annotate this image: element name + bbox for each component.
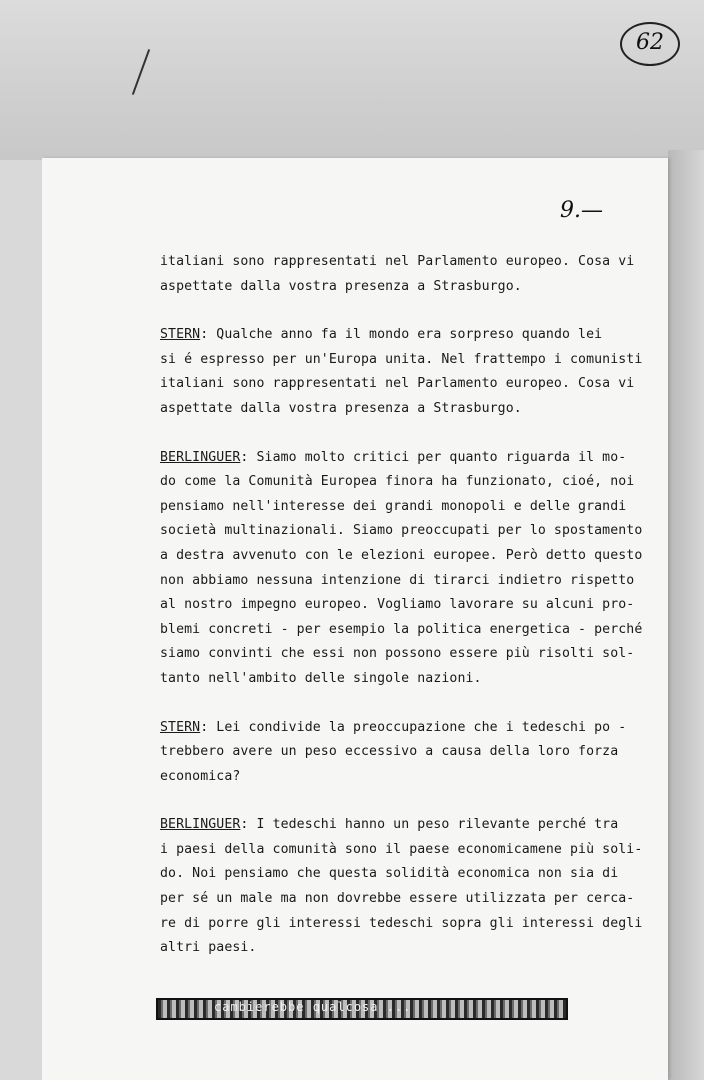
line-text: : Lei condivide la preoccupazione che i tedeschi po - <box>200 719 627 735</box>
line-text: do come la Comunità Europea finora ha funzionato, cioé, noi <box>160 474 635 490</box>
footer-strip-text: cambierebbe qualcosa ... <box>214 1000 412 1014</box>
line-text: società multinazionali. Siamo preoccupati per lo spostamento <box>160 523 643 539</box>
page-edge <box>668 150 704 1080</box>
text-line <box>160 618 643 643</box>
line-text: pensiamo nell'interesse dei grandi monopoli e delle grandi <box>160 498 627 514</box>
line-text: : Qualche anno fa il mondo era sorpreso quando lei <box>200 327 603 343</box>
text-line <box>160 323 620 348</box>
line-text: siamo convinti che essi non possono essere più risolti sol- <box>160 646 635 662</box>
line-text: economica? <box>160 768 241 784</box>
line-text: italiani sono rappresentati nel Parlamento europeo. Cosa vi <box>160 376 635 392</box>
text-line <box>160 862 620 887</box>
speaker-name: BERLINGUER <box>160 449 241 465</box>
line-text: al nostro impegno europeo. Vogliamo lavorare su alcuni pro- <box>160 597 635 613</box>
line-text: : Siamo molto critici per quanto riguarda il mo- <box>240 449 627 465</box>
speaker-name: BERLINGUER <box>160 817 241 833</box>
line-text: a destra avvenuto con le elezioni europee. Però detto questo <box>160 547 643 563</box>
text-line <box>160 716 627 741</box>
text-line <box>160 519 643 544</box>
text-line <box>160 569 635 594</box>
text-line <box>160 544 643 569</box>
line-text: do. Noi pensiamo che questa solidità economica non sia di <box>160 866 619 882</box>
line-text: aspettate dalla vostra presenza a Strasburgo. <box>160 278 522 294</box>
text-line <box>160 446 627 471</box>
text-line <box>160 642 635 667</box>
line-text: trebbero avere un peso eccessivo a causa della loro forza <box>160 744 619 760</box>
text-line <box>160 275 620 300</box>
line-text: non abbiamo nessuna intenzione di tirarci indietro rispetto <box>160 572 635 588</box>
paragraph <box>160 813 643 961</box>
text-line <box>160 740 620 765</box>
text-line <box>160 372 635 397</box>
archive-stamp: 62 <box>620 22 680 66</box>
paragraph <box>160 323 643 421</box>
text-line <box>160 667 620 692</box>
line-text: aspettate dalla vostra presenza a Strasburgo. <box>160 400 522 416</box>
speaker-name: STERN <box>160 327 201 343</box>
text-line <box>160 470 635 495</box>
paragraph <box>160 716 627 790</box>
line-text: blemi concreti - per esempio la politica energetica - perché <box>160 621 643 637</box>
line-text: re di porre gli interessi tedeschi sopra gli interessi degli <box>160 915 643 931</box>
text-line <box>160 765 620 790</box>
paragraph <box>160 250 635 299</box>
line-text: per sé un male ma non dovrebbe essere utilizzata per cerca- <box>160 891 635 907</box>
text-line <box>160 838 643 863</box>
line-text: altri paesi. <box>160 940 257 956</box>
line-text: italiani sono rappresentati nel Parlamento europeo. Cosa vi <box>160 254 635 269</box>
text-line <box>160 397 620 422</box>
text-line <box>160 495 627 520</box>
text-line <box>160 813 620 838</box>
text-line <box>160 887 635 912</box>
text-line <box>160 593 635 618</box>
text-line <box>160 348 643 373</box>
line-text: : I tedeschi hanno un peso rilevante perché tra <box>240 817 619 833</box>
paragraph <box>160 446 643 692</box>
text-line <box>160 936 620 961</box>
speaker-name: STERN <box>160 719 201 735</box>
line-text: si é espresso per un'Europa unita. Nel frattempo i comunisti <box>160 351 643 367</box>
page-number: 9.— <box>560 198 603 223</box>
photocopy-header-strip <box>0 0 704 160</box>
line-text: i paesi della comunità sono il paese economicamene più soli- <box>160 841 643 857</box>
line-text: tanto nell'ambito delle singole nazioni. <box>160 670 482 686</box>
interview-text <box>160 250 643 985</box>
text-line <box>160 912 643 937</box>
text-line <box>160 250 635 275</box>
